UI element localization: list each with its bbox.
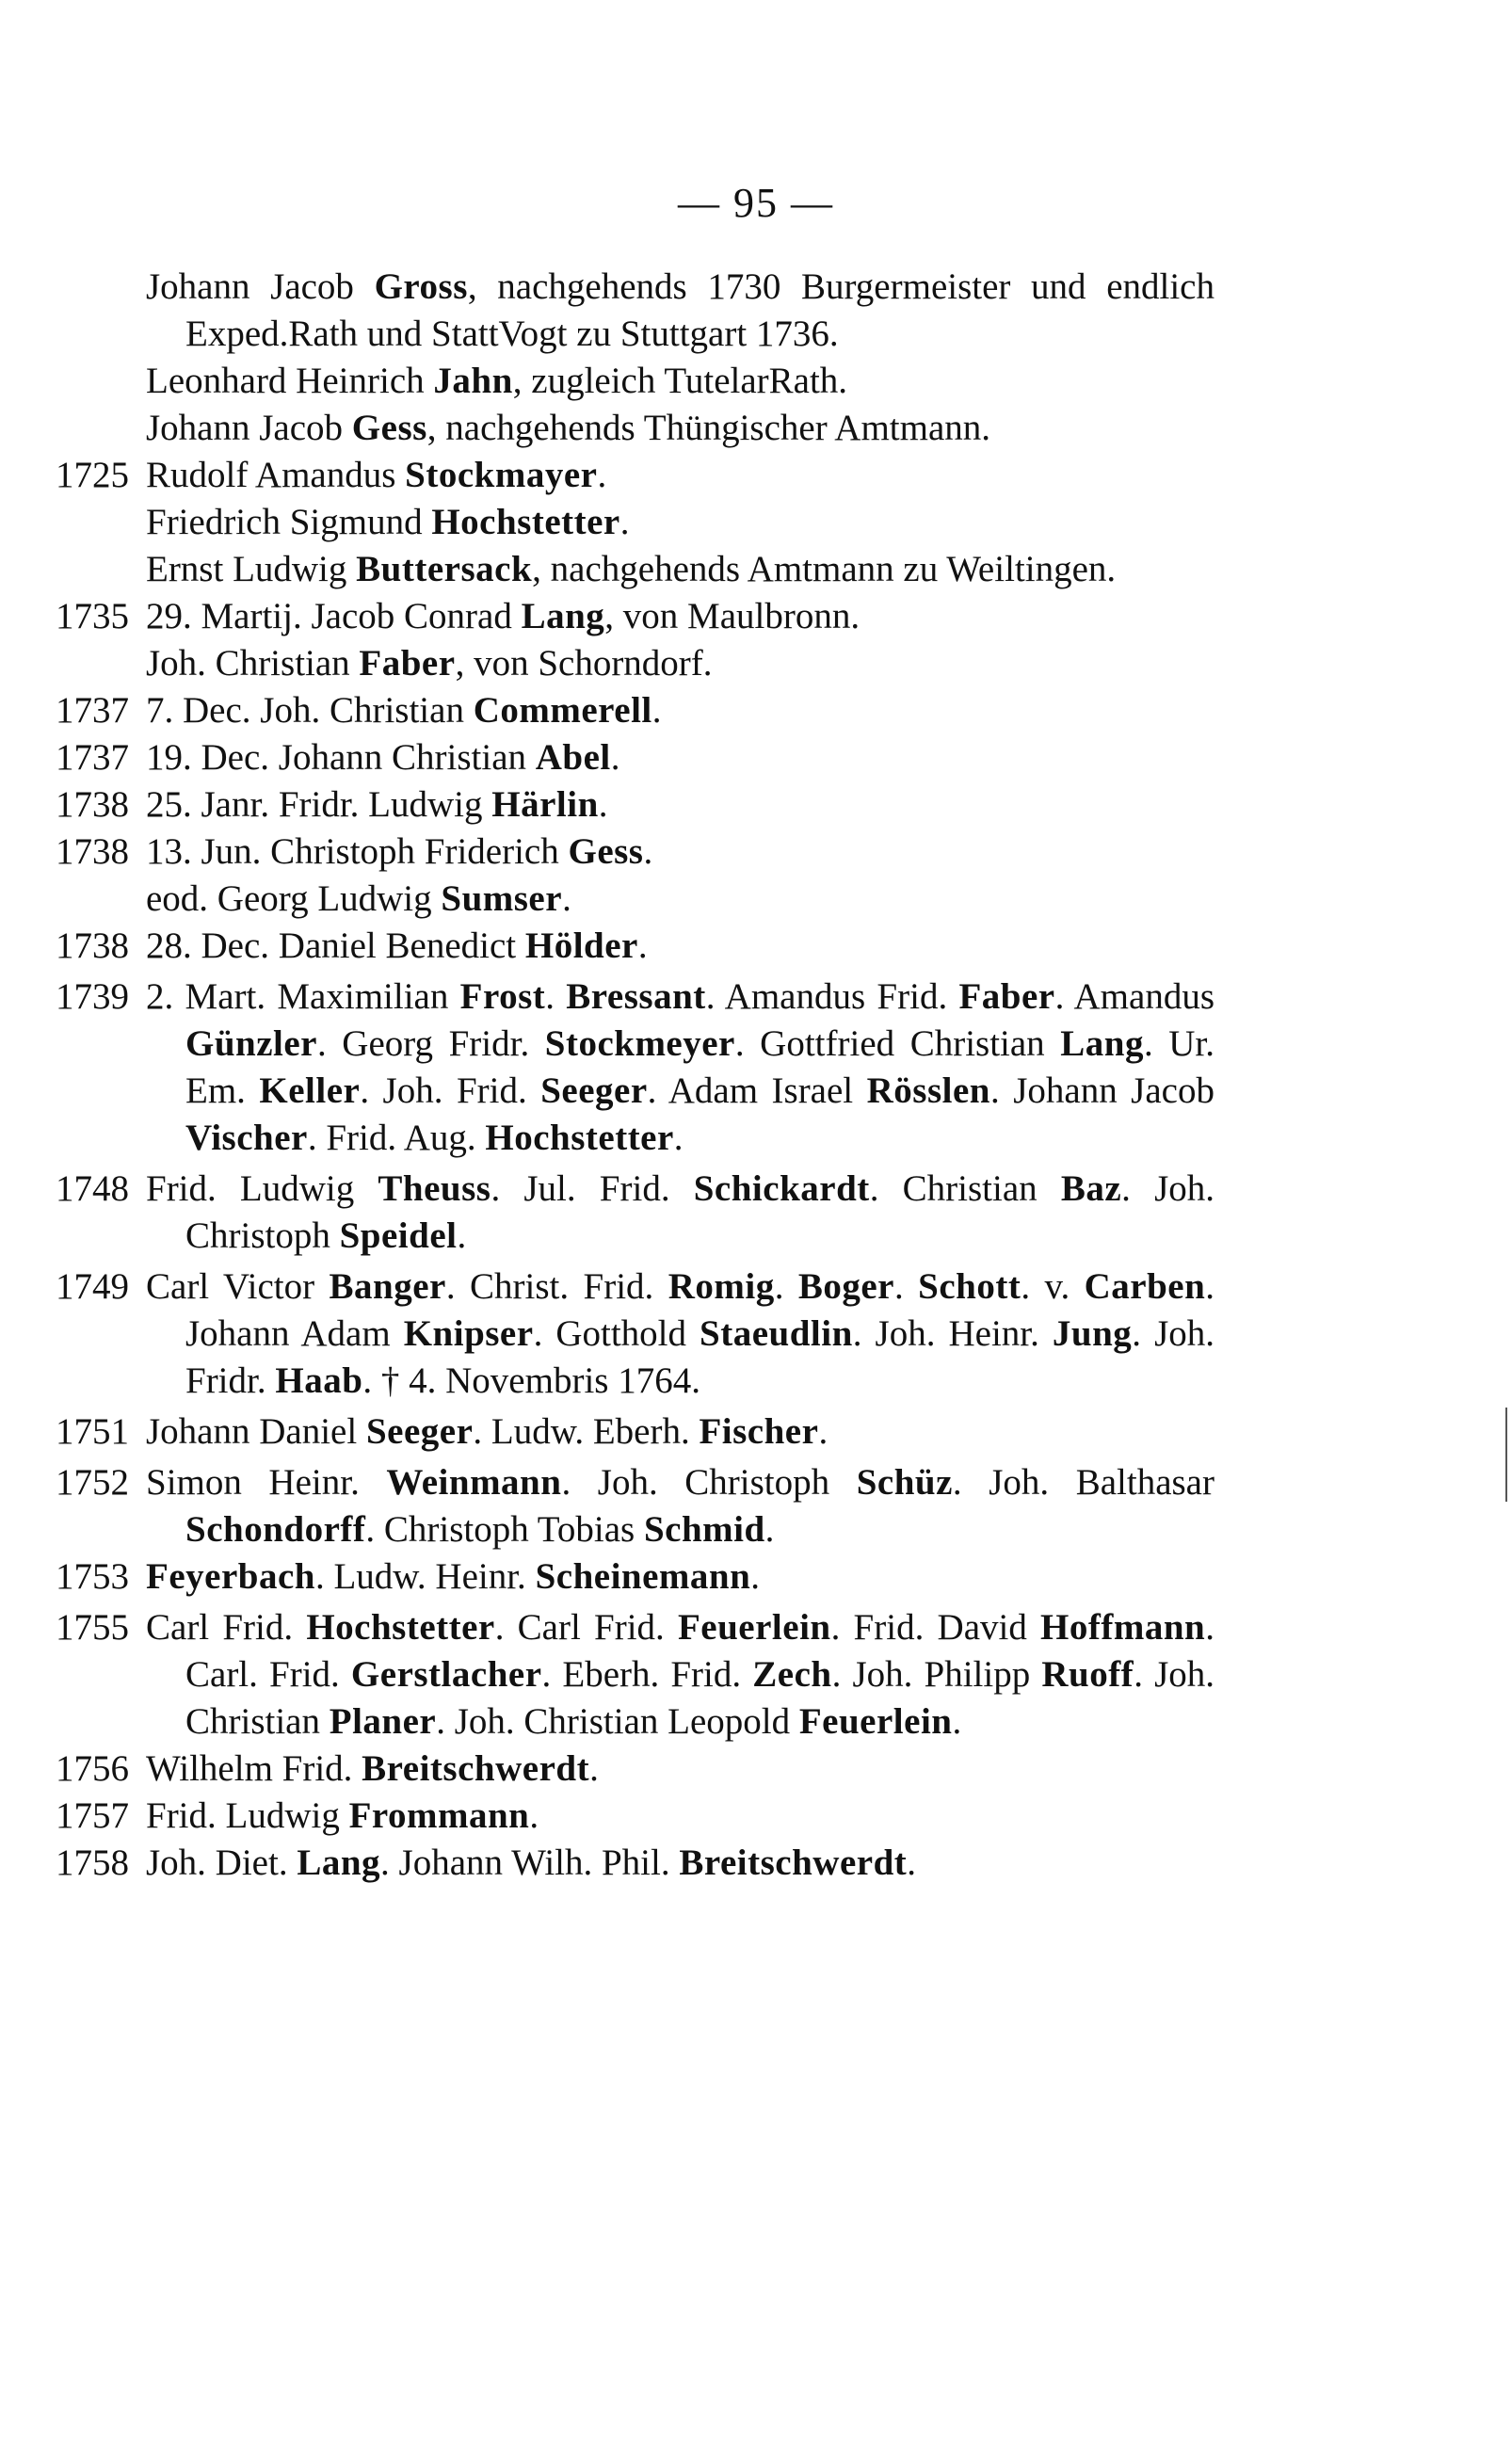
entry-fragment: .: [643, 831, 653, 872]
entry-fragment: .: [907, 1842, 916, 1883]
surname: Feuerlein: [798, 1701, 953, 1742]
entry-fragment: , zugleich TutelarRath.: [512, 361, 848, 401]
entry-fragment: , von Maulbronn.: [604, 596, 861, 636]
surname: Gerstlacher: [350, 1654, 542, 1695]
entry-fragment: . Gotthold: [533, 1313, 700, 1354]
entry-fragment: . Ludw. Heinr.: [314, 1556, 536, 1597]
entry-fragment: . Christian: [869, 1168, 1061, 1209]
entry-year: 1758: [56, 1842, 129, 1883]
surname: Staeudlin: [700, 1313, 853, 1354]
entry-fragment: . Joh. Christian Leopold: [436, 1701, 799, 1742]
entry-fragment: Johann Jacob: [146, 266, 375, 307]
surname: Schmid: [643, 1509, 765, 1550]
entry-fragment: . v.: [1021, 1266, 1085, 1307]
register-entry: [47, 264, 1214, 358]
entry-fragment: . Joh. Philipp: [831, 1654, 1042, 1695]
surname: Frommann: [348, 1795, 530, 1836]
surname: Boger: [797, 1266, 894, 1307]
entry-year: 1738: [56, 784, 129, 825]
entry-fragment: . Christoph Tobias: [365, 1509, 644, 1550]
entry-fragment: .: [818, 1411, 828, 1452]
entry-year: 1757: [56, 1795, 129, 1836]
entry-fragment: .: [598, 784, 608, 825]
surname: Banger: [329, 1266, 446, 1307]
entry-fragment: . Eberh. Frid.: [541, 1654, 753, 1695]
register-entry: [47, 1840, 1214, 1887]
entry-fragment: , nachgehends Amtmann zu Weiltingen.: [532, 549, 1117, 589]
surname: Theuss: [378, 1168, 491, 1209]
surname: Breitschwerdt: [679, 1842, 908, 1883]
entry-fragment: . Ur. Em.: [185, 1023, 1215, 1111]
entry-fragment: . Ludw. Eberh.: [473, 1411, 700, 1452]
entry-fragment: .: [597, 455, 607, 495]
entry-text: [146, 1746, 1214, 1793]
entry-year: 1737: [56, 690, 129, 731]
surname: Hölder: [524, 925, 638, 966]
entry-year: 1739: [56, 976, 129, 1017]
surname: Vischer: [185, 1118, 308, 1158]
entry-text: [146, 264, 1214, 358]
page-number: — 95 —: [678, 180, 834, 226]
entry-text: [146, 499, 1214, 546]
entry-fragment: Simon Heinr.: [146, 1462, 387, 1503]
surname: Lang: [1060, 1023, 1144, 1064]
entry-fragment: 19. Dec. Johann Christian: [146, 737, 536, 778]
entry-fragment: Johann Jacob: [146, 408, 352, 448]
entry-fragment: .: [637, 925, 648, 966]
surname: Speidel: [339, 1215, 458, 1256]
register-entry: [47, 974, 1214, 1162]
surname: Frost: [459, 976, 546, 1017]
entry-year: 1748: [56, 1168, 129, 1209]
entry-text: [146, 1459, 1214, 1553]
surname: Seeger: [540, 1070, 648, 1111]
entry-fragment: . Gottfried Christian: [734, 1023, 1061, 1064]
entry-year: 1738: [56, 925, 129, 966]
surname: Keller: [259, 1070, 361, 1111]
surname: Härlin: [491, 784, 599, 825]
entry-text: [146, 687, 1214, 734]
surname: Feuerlein: [677, 1607, 831, 1648]
entry-year: 1756: [56, 1748, 129, 1789]
surname: Feyerbach: [146, 1556, 315, 1597]
surname: Breitschwerdt: [362, 1748, 590, 1789]
surname: Faber: [359, 643, 456, 684]
entry-fragment: . Amandus: [1054, 976, 1214, 1017]
entry-fragment: .: [673, 1118, 684, 1158]
surname: Romig: [668, 1266, 775, 1307]
margin-mark: [1505, 1408, 1507, 1502]
entry-fragment: . Joh. Christian: [185, 1654, 1214, 1742]
entry-fragment: , nachgehends Thüngischer Amtmann.: [426, 408, 991, 448]
entry-fragment: eod. Georg Ludwig: [146, 878, 442, 919]
surname: Weinmann: [386, 1462, 562, 1503]
entry-fragment: .: [894, 1266, 919, 1307]
register-entry: [47, 1263, 1214, 1405]
surname: Schott: [918, 1266, 1021, 1307]
entry-text: [146, 1408, 1214, 1456]
entry-fragment: 13. Jun. Christoph Friderich: [146, 831, 569, 872]
entry-text: [146, 640, 1214, 687]
entry-fragment: Leonhard Heinrich: [146, 361, 434, 401]
entry-fragment: Carl Victor: [146, 1266, 330, 1307]
entry-text: [146, 1263, 1214, 1405]
surname: Hochstetter: [306, 1607, 495, 1648]
entry-fragment: . Frid. David: [830, 1607, 1041, 1648]
entry-text: [146, 358, 1214, 405]
register-entry: [47, 593, 1214, 640]
entry-fragment: 25. Janr. Fridr. Ludwig: [146, 784, 492, 825]
entry-fragment: .: [619, 502, 630, 542]
register-entry: [47, 358, 1214, 405]
entry-year: 1753: [56, 1556, 129, 1597]
surname: Scheinemann: [535, 1556, 751, 1597]
entry-fragment: .: [610, 737, 620, 778]
entry-fragment: Joh. Christian: [146, 643, 360, 684]
entry-text: [146, 734, 1214, 781]
entry-text: [146, 452, 1214, 499]
surname: Gess: [568, 831, 644, 872]
entry-text: [146, 923, 1214, 970]
surname: Gess: [351, 408, 427, 448]
entry-fragment: 29. Martij. Jacob Conrad: [146, 596, 522, 636]
surname: Lang: [521, 596, 605, 636]
entry-fragment: Frid. Ludwig: [146, 1795, 349, 1836]
entry-fragment: .: [750, 1556, 761, 1597]
register-entry: [47, 452, 1214, 499]
surname: Günzler: [185, 1023, 317, 1064]
entry-fragment: Ernst Ludwig: [146, 549, 357, 589]
surname: Hochstetter: [485, 1118, 674, 1158]
surname: Abel: [535, 737, 611, 778]
surname: Jahn: [433, 361, 513, 401]
register-entry: [47, 499, 1214, 546]
register-entries: [47, 264, 1214, 1887]
entry-text: [146, 1553, 1214, 1601]
entry-text: [146, 829, 1214, 876]
entry-fragment: . † 4. Novembris 1764.: [362, 1360, 700, 1401]
entry-fragment: 28. Dec. Daniel Benedict: [146, 925, 525, 966]
register-entry: [47, 1408, 1214, 1456]
entry-fragment: . Carl Frid.: [494, 1607, 678, 1648]
entry-text: [146, 1166, 1214, 1260]
entry-fragment: Joh. Diet.: [146, 1842, 298, 1883]
surname: Lang: [297, 1842, 381, 1883]
register-entry: [47, 829, 1214, 876]
entry-year: 1749: [56, 1266, 129, 1307]
entry-fragment: .: [764, 1509, 775, 1550]
entry-fragment: Johann Daniel: [146, 1411, 366, 1452]
entry-fragment: Friedrich Sigmund: [146, 502, 432, 542]
surname: Baz: [1060, 1168, 1122, 1209]
entry-fragment: . Jul. Frid.: [491, 1168, 694, 1209]
surname: Gross: [374, 266, 468, 307]
entry-text: [146, 1840, 1214, 1887]
register-entry: [47, 1746, 1214, 1793]
entry-year: 1752: [56, 1462, 129, 1503]
entry-fragment: . Carl. Frid.: [185, 1607, 1214, 1695]
entry-fragment: . Joh. Heinr.: [852, 1313, 1053, 1354]
entry-fragment: Wilhelm Frid.: [146, 1748, 362, 1789]
entry-fragment: .: [952, 1701, 962, 1742]
entry-fragment: .: [457, 1215, 467, 1256]
surname: Commerell: [473, 690, 652, 731]
entry-fragment: . Georg Fridr.: [316, 1023, 545, 1064]
entry-fragment: . Johann Wilh. Phil.: [380, 1842, 680, 1883]
entry-fragment: .: [651, 690, 662, 731]
surname: Haab: [275, 1360, 363, 1401]
entry-fragment: , von Schorndorf.: [455, 643, 713, 684]
entry-fragment: . Frid. Aug.: [307, 1118, 486, 1158]
entry-year: 1751: [56, 1411, 129, 1452]
register-entry: [47, 546, 1214, 593]
surname: Hoffmann: [1040, 1607, 1206, 1648]
surname: Sumser: [441, 878, 563, 919]
entry-fragment: . Joh. Christoph: [561, 1462, 857, 1503]
entry-text: [146, 1604, 1214, 1746]
surname: Planer: [329, 1701, 437, 1742]
entry-fragment: . Adam Israel: [647, 1070, 867, 1111]
surname: Schickardt: [693, 1168, 870, 1209]
entry-fragment: .: [562, 878, 571, 919]
register-entry: [47, 734, 1214, 781]
surname: Fischer: [699, 1411, 819, 1452]
entry-year: 1755: [56, 1607, 129, 1648]
entry-text: [146, 1793, 1214, 1840]
surname: Carben: [1084, 1266, 1206, 1307]
entry-fragment: . Joh. Frid.: [360, 1070, 541, 1111]
entry-text: [146, 593, 1214, 640]
entry-text: [146, 546, 1214, 593]
register-entry: [47, 687, 1214, 734]
entry-text: [146, 781, 1214, 829]
register-entry: [47, 781, 1214, 829]
entry-fragment: .: [589, 1748, 599, 1789]
entry-fragment: .: [545, 976, 567, 1017]
entry-fragment: Frid. Ludwig: [146, 1168, 378, 1209]
surname: Faber: [958, 976, 1055, 1017]
surname: Rösslen: [866, 1070, 990, 1111]
entry-fragment: , nachgehends 1730 Burgermeister und endlich Exped.Rath und StattVogt zu Stuttgart 1736.: [185, 266, 1214, 354]
entry-year: 1737: [56, 737, 129, 778]
surname: Stockmeyer: [544, 1023, 735, 1064]
register-entry: [47, 876, 1214, 923]
register-entry: [47, 1793, 1214, 1840]
entry-fragment: . Amandus Frid.: [705, 976, 959, 1017]
surname: Seeger: [365, 1411, 474, 1452]
register-entry: [47, 923, 1214, 970]
entry-fragment: 7. Dec. Joh. Christian: [146, 690, 474, 731]
entry-text: [146, 974, 1214, 1162]
entry-fragment: . Joh. Fridr.: [185, 1313, 1214, 1401]
surname: Knipser: [403, 1313, 534, 1354]
entry-text: [146, 876, 1214, 923]
entry-fragment: . Joh. Balthasar: [952, 1462, 1214, 1503]
register-entry: [47, 405, 1214, 452]
register-entry: [47, 640, 1214, 687]
entry-year: 1725: [56, 455, 129, 495]
surname: Schüz: [856, 1462, 953, 1503]
entry-text: [146, 405, 1214, 452]
entry-fragment: .: [774, 1266, 798, 1307]
surname: Stockmayer: [405, 455, 598, 495]
surname: Jung: [1052, 1313, 1133, 1354]
surname: Zech: [752, 1654, 832, 1695]
register-entry: [47, 1459, 1214, 1553]
entry-fragment: . Johann Adam: [185, 1266, 1215, 1354]
entry-year: 1735: [56, 596, 129, 636]
entry-fragment: . Johann Jacob: [989, 1070, 1214, 1111]
surname: Schondorff: [185, 1509, 366, 1550]
surname: Hochstetter: [431, 502, 620, 542]
surname: Bressant: [566, 976, 706, 1017]
entry-fragment: .: [529, 1795, 539, 1836]
entry-fragment: 2. Mart. Maximilian: [146, 976, 460, 1017]
entry-fragment: Carl Frid.: [146, 1607, 307, 1648]
register-entry: [47, 1553, 1214, 1601]
entry-fragment: Rudolf Amandus: [146, 455, 406, 495]
entry-fragment: . Christ. Frid.: [445, 1266, 668, 1307]
surname: Buttersack: [356, 549, 533, 589]
entry-year: 1738: [56, 831, 129, 872]
register-entry: [47, 1166, 1214, 1260]
entry-fragment: . Joh. Christoph: [185, 1168, 1214, 1256]
register-entry: [47, 1604, 1214, 1746]
surname: Ruoff: [1041, 1654, 1134, 1695]
